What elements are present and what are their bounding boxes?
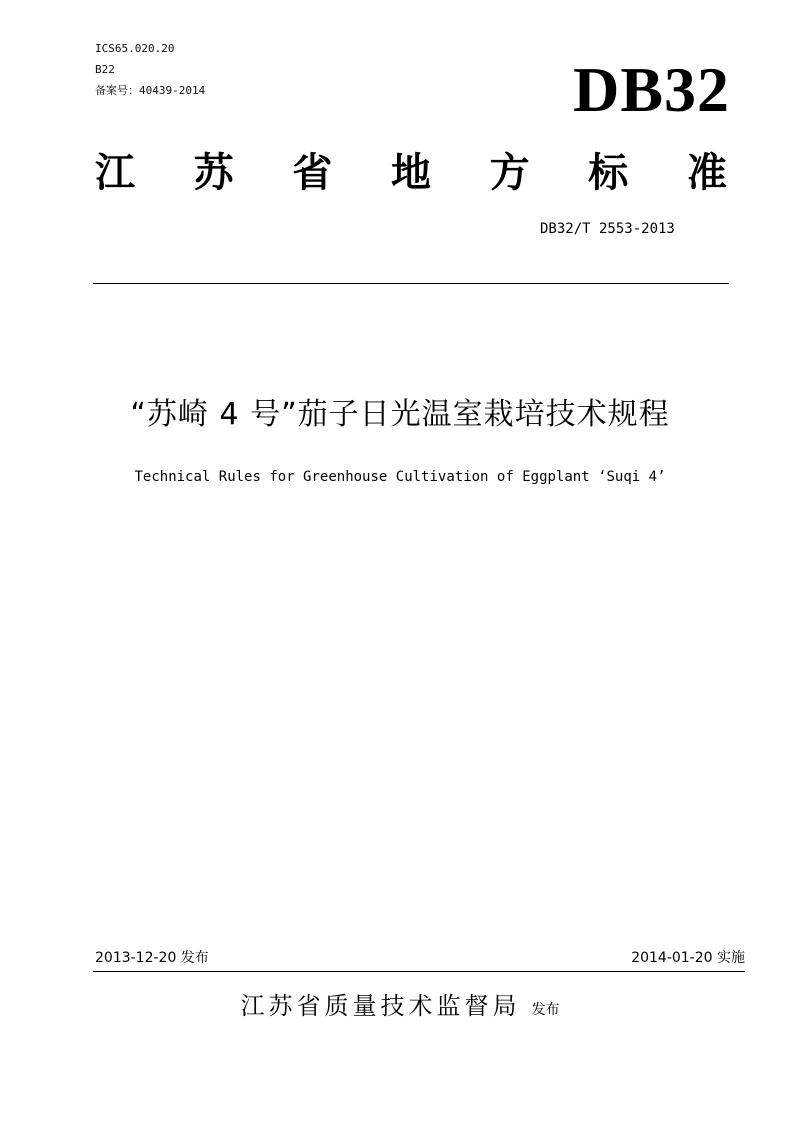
filing-number: 备案号：40439-2014: [95, 84, 206, 97]
ics-code: ICS65.020.20: [95, 42, 175, 55]
issuer-suffix: 发布: [531, 1002, 560, 1018]
bottom-divider: [93, 971, 745, 972]
issuer-line: [0, 988, 800, 1028]
standard-logo: DB32: [573, 54, 730, 125]
standard-type-title: [95, 145, 727, 201]
document-english-title: Technical Rules for Greenhouse Cultivation of Eggplant ‘Suqi 4’: [134, 469, 666, 485]
standard-type-char: 省: [292, 150, 333, 196]
classification-code: B22: [95, 63, 115, 76]
standard-type-char: 准: [686, 150, 727, 196]
implementation-date: 2014-01-20 实施: [631, 950, 745, 966]
top-divider: [93, 283, 729, 284]
standard-number: DB32/T 2553-2013: [540, 221, 675, 237]
standard-type-char: 方: [489, 150, 530, 196]
standard-type-char: 标: [588, 150, 629, 196]
standard-type-char: 江: [95, 150, 135, 196]
standard-type-char: 苏: [193, 150, 234, 196]
issuer-name: 江苏省质量技术监督局: [240, 992, 521, 1020]
standard-type-char: 地: [390, 150, 431, 196]
issue-date: 2013-12-20 发布: [95, 950, 209, 966]
document-title: “苏崎 4 号”茄子日光温室栽培技术规程: [130, 397, 670, 432]
